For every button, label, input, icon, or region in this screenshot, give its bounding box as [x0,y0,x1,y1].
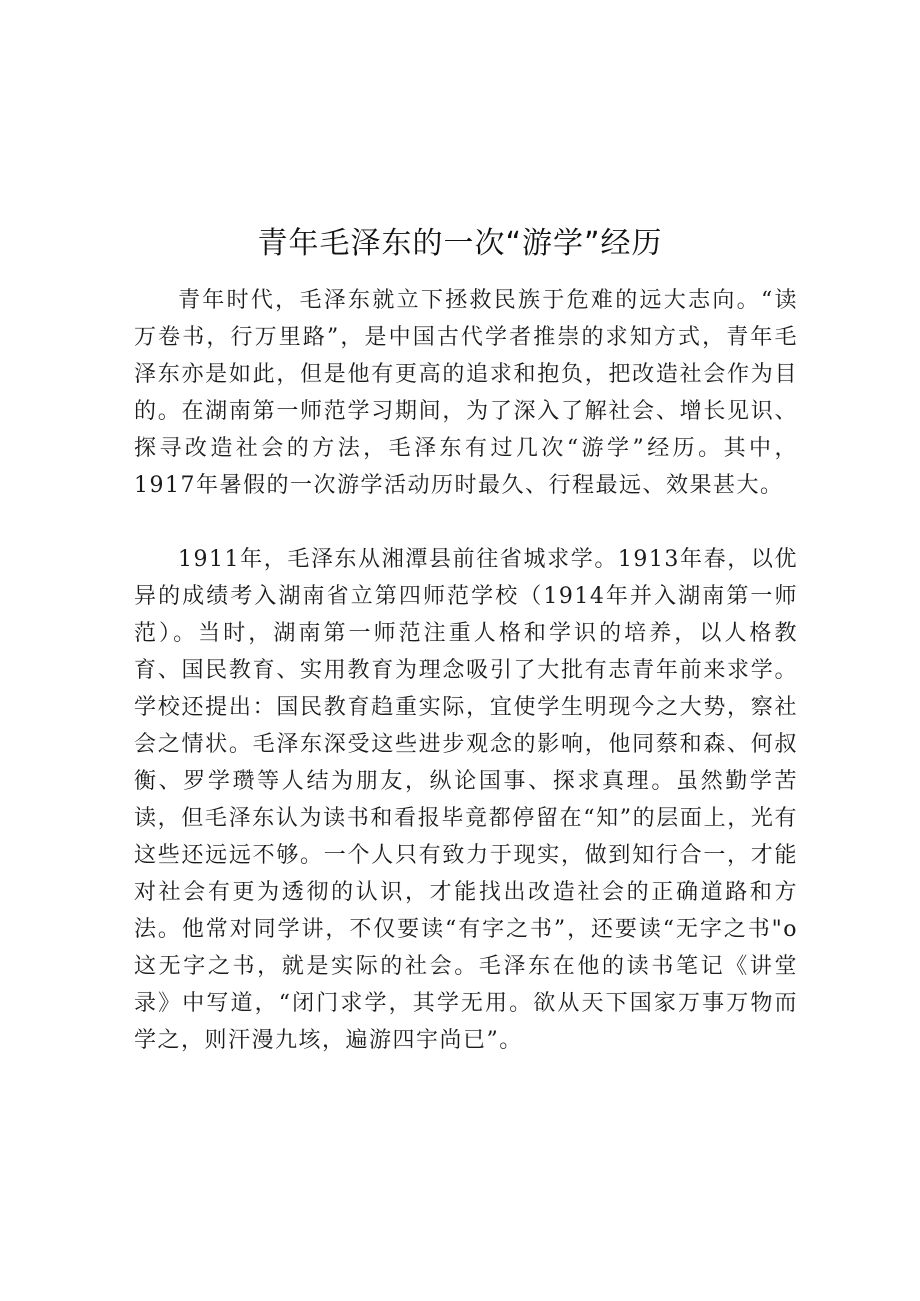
paragraph-1: 青年时代，毛泽东就立下拯救民族于危难的远大志向。“读万卷书，行万里路”，是中国古代学者推崇的求知方式，青年毛泽东亦是如此，但是他有更高的追求和抱负，把改造社会作为目的。在湖南第一师范学习期间，为了深入了解社会、增长见识、探寻改造社会的方法，毛泽东有过几次“游学”经历。其中，1917年暑假的一次游学活动历时最久、行程最远、效果甚大。 [134,288,798,498]
document-title: 青年毛泽东的一次“游学”经历 [257,226,663,261]
paragraph-2: 1911年，毛泽东从湘潭县前往省城求学。1913年春，以优异的成绩考入湖南省立第四师范学校（1914年并入湖南第一师范）。当时，湖南第一师范注重人格和学识的培养，以人格教育、国民教育、实用教育为理念吸引了大批有志青年前来求学。学校还提出：国民教育趋重实际，宜使学生明现今之大势，察社会之情状。毛泽东深受这些进步观念的影响，他同蔡和森、何叔衡、罗学瓒等人结为朋友，纵论国事、探求真理。虽然勤学苦读，但毛泽东认为读书和看报毕竟都停留在“知”的层面上，光有这些还远远不够。一个人只有致力于现实，做到知行合一，才能对社会有更为透彻的认识，才能找出改造社会的正确道路和方法。他常对同学讲，不仅要读“有字之书”，还要读“无字之书"o这无字之书，就是实际的社会。毛泽东在他的读书笔记《讲堂录》中写道，“闭门求学，其学无用。欲从天下国家万事万物而学之，则汗漫九垓，遍游四宇尚已”。 [134,547,798,1053]
